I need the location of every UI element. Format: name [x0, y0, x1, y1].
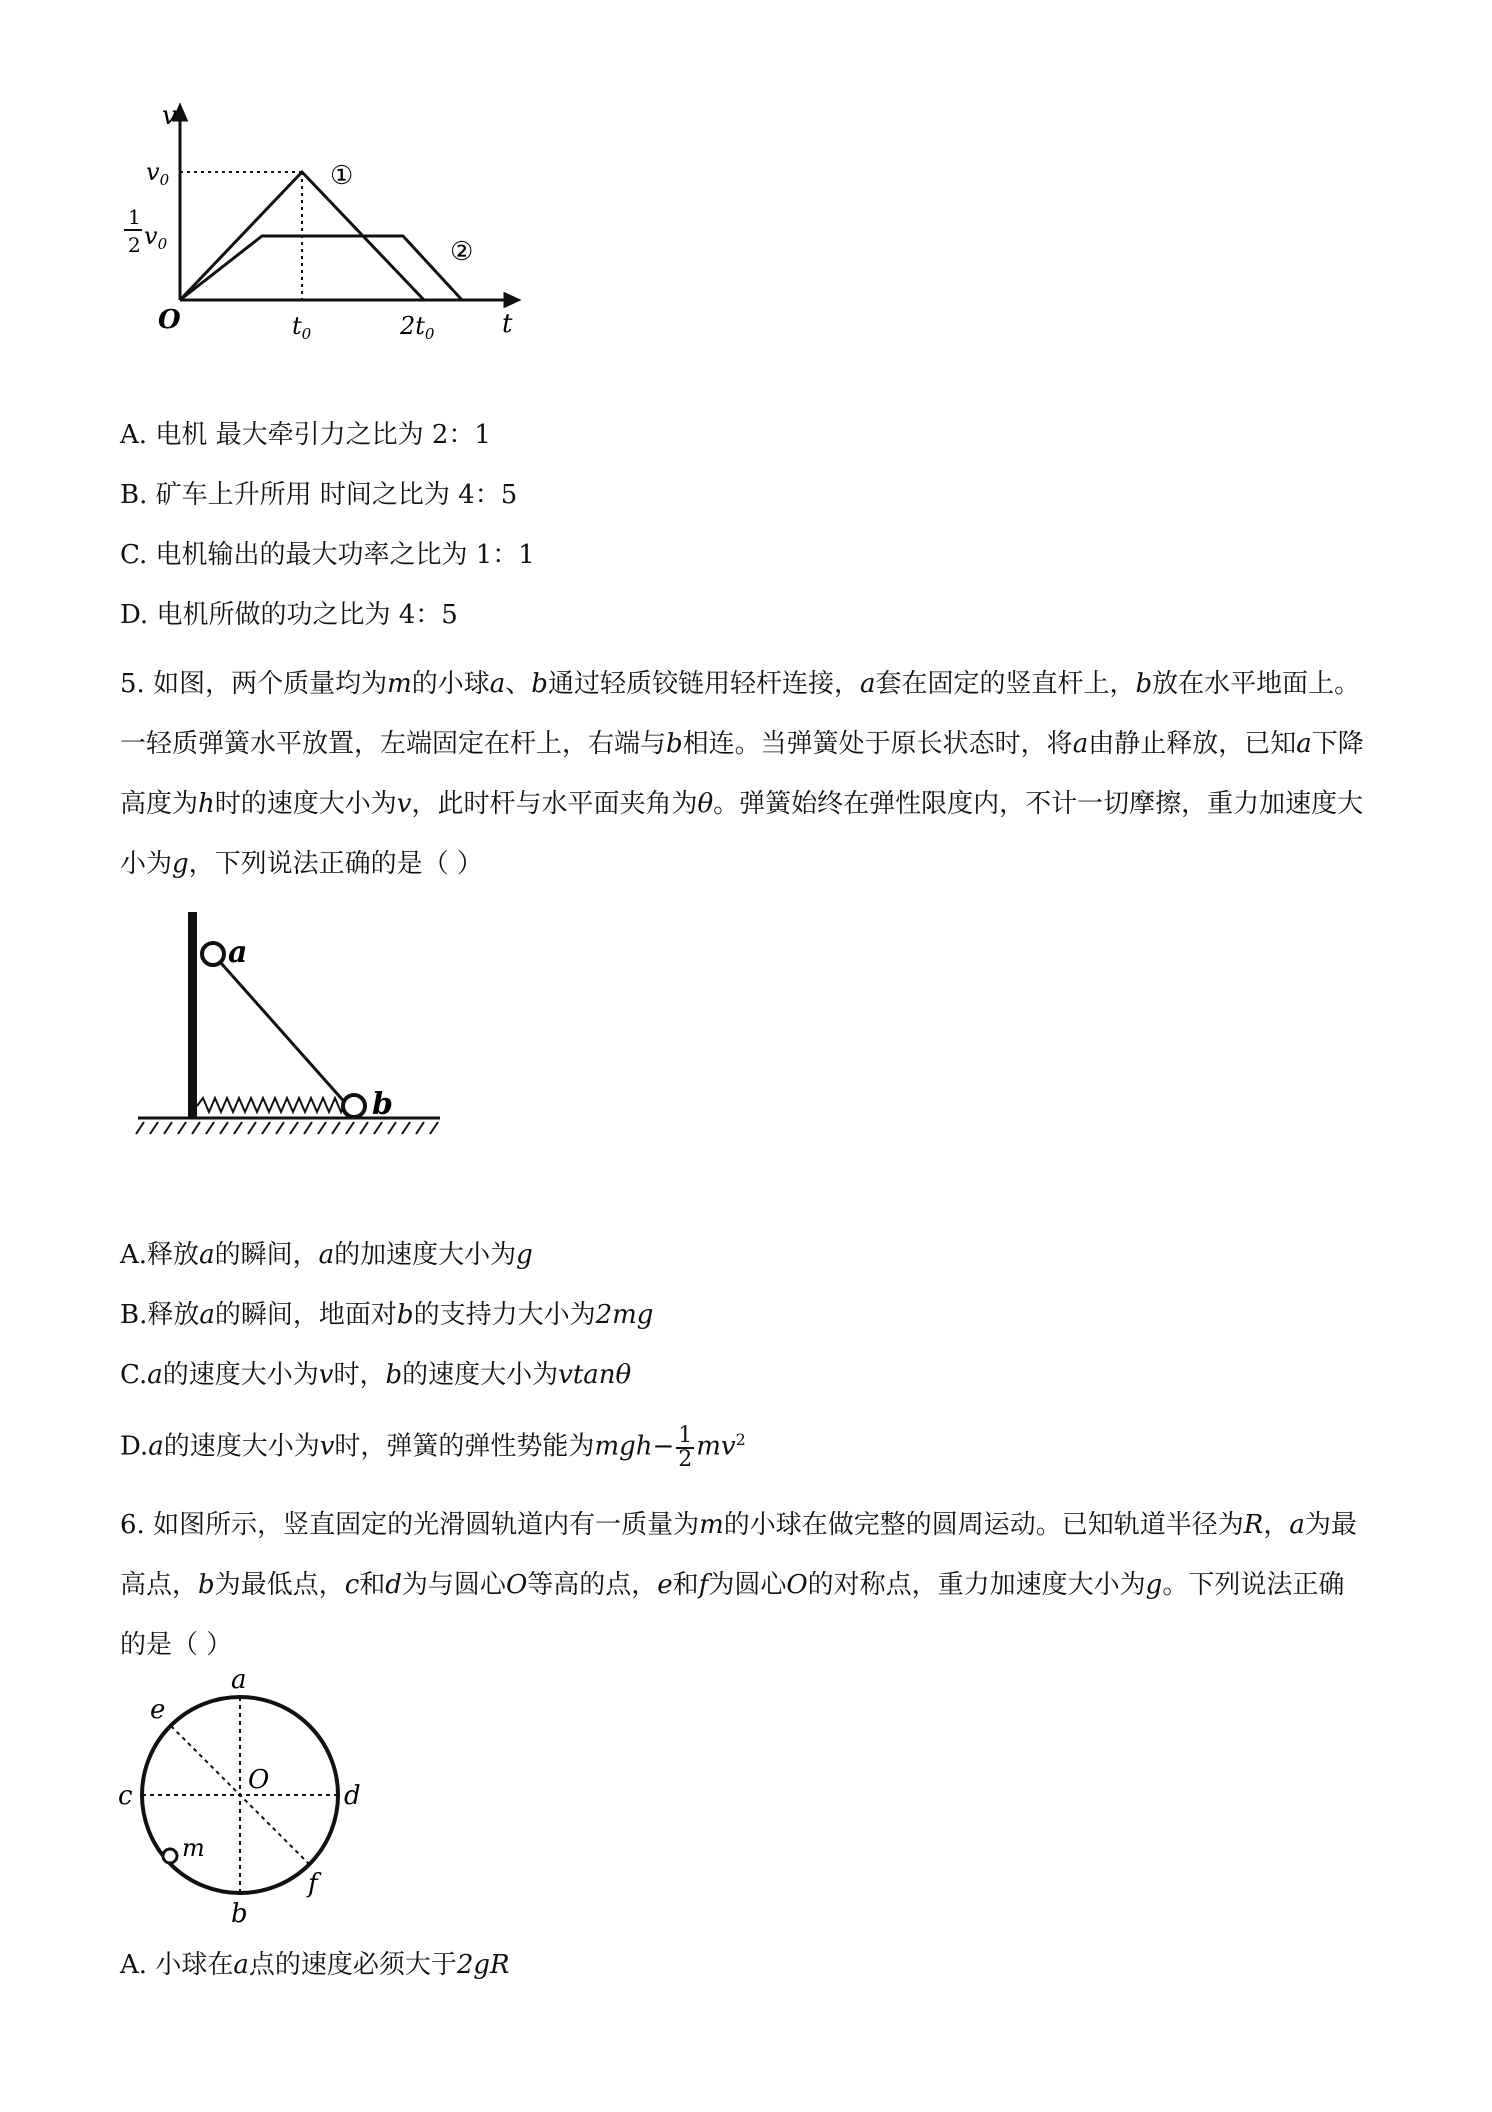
q5-option-b: B.释放a的瞬间，地面对b的支持力大小为2mg: [120, 1300, 654, 1330]
ball-a-label: a: [228, 935, 248, 970]
label-d: d: [344, 1781, 361, 1811]
half-num: 1: [128, 205, 141, 229]
ball-b-label: b: [372, 1087, 393, 1122]
half-den: 2: [128, 233, 141, 257]
ball-m: [163, 1849, 177, 1863]
q5-option-a: A.释放a的瞬间，a的加速度大小为g: [120, 1240, 533, 1270]
q4-option-a: A. 电机 最大牵引力之比为 2：1: [120, 420, 491, 450]
curve-1-label: ①: [330, 161, 354, 191]
q4-option-c: C. 电机输出的最大功率之比为 1：1: [120, 540, 535, 570]
t0-label: $t_0$: [292, 312, 312, 343]
t2-label: $2t_0$: [400, 312, 435, 343]
half-fraction: $\frac{1}{2}$: [678, 1422, 693, 1472]
label-e: e: [150, 1695, 166, 1725]
v0-label: $v_0$: [146, 158, 170, 189]
q6-stem: 6. 如图所示，竖直固定的光滑圆轨道内有一质量为m的小球在做完整的圆周运动。已知轨道半径为R，a为最高点，b为最低点，c和d为与圆心O等高的点，e和f为圆心O的对称点，重力加速度大小为g。下列说法正确的是（ ）: [120, 1510, 1357, 1660]
half-v-label: $v_0$: [144, 222, 168, 253]
t-axis-arrow: [505, 294, 518, 306]
label-b: b: [231, 1899, 248, 1929]
rod-spring-figure: [130, 900, 450, 1140]
label-o: O: [248, 1765, 270, 1795]
label-c: c: [118, 1781, 133, 1811]
ball-a: [202, 943, 224, 965]
light-rod: [213, 954, 348, 1106]
spring: [197, 1098, 354, 1112]
q4-option-b: B. 矿车上升所用 时间之比为 4：5: [120, 480, 518, 510]
label-m: m: [182, 1834, 205, 1862]
label-a: a: [231, 1665, 247, 1695]
circle-track-figure: [110, 1660, 370, 1930]
label-f: f: [308, 1869, 318, 1899]
q5-option-d: D.a的速度大小为v时，弹簧的弹性势能为mgh− $\frac{1}{2}$ $mv^2$: [120, 1422, 746, 1472]
ground-hatch: [136, 1122, 438, 1134]
ball-b: [343, 1095, 365, 1117]
vertical-rod: [188, 912, 197, 1118]
axis-v-label: v: [162, 101, 177, 131]
q5-option-c: C.a的速度大小为v时，b的速度大小为vtanθ: [120, 1360, 632, 1390]
q6-option-a: A. 小球在a点的速度必须大于2gR: [120, 1950, 510, 1980]
axis-t-label: t: [502, 309, 513, 339]
q4-option-d: D. 电机所做的功之比为 4：5: [120, 600, 458, 630]
curve-2-label: ②: [450, 237, 474, 267]
q5-stem: 5. 如图，两个质量均为m的小球a、b通过轻质铰链用轻杆连接，a套在固定的竖直杆上，b放在水平地面上。一轻质弹簧水平放置，左端固定在杆上，右端与b相连。当弹簧处于原长状态时，将a由静止释放，已知a下降高度为h时的速度大小为v，此时杆与水平面夹角为θ。弹簧始终在弹性限度内，不计一切摩擦，重力加速度大小为g，下列说法正确的是（ ）: [120, 669, 1364, 879]
curve-2: [180, 236, 462, 300]
vt-graph: [110, 100, 530, 360]
origin-label: O: [158, 305, 181, 335]
